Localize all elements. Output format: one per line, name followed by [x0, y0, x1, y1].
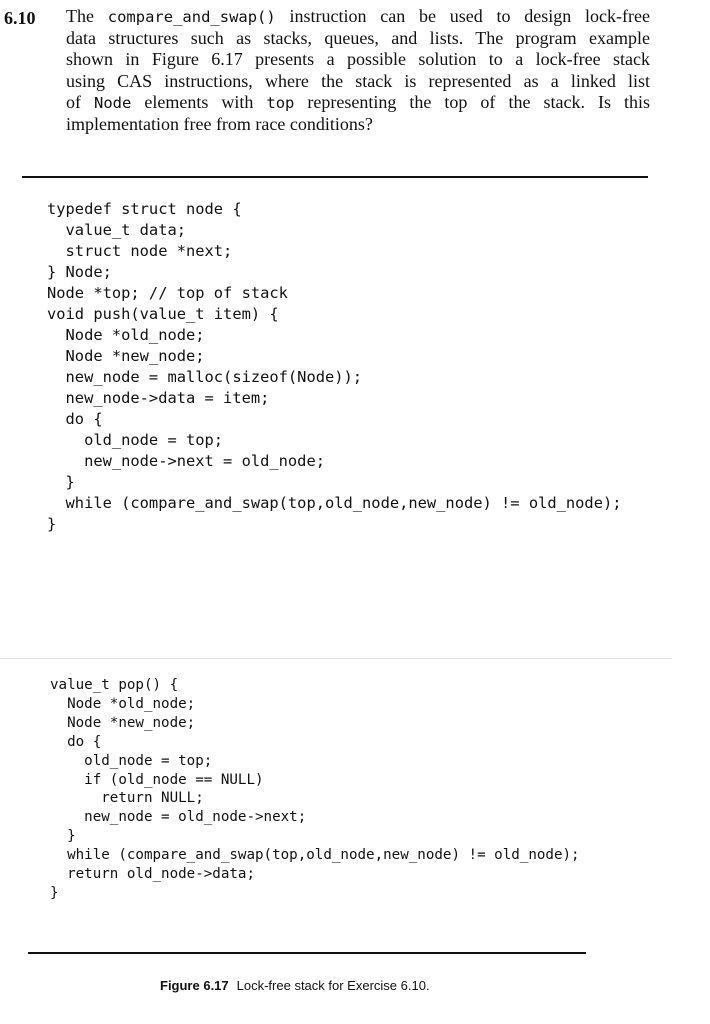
- code-line: return old_node->data;: [50, 866, 255, 883]
- prompt-line: shown in Figure 6.17 presents a possible solution to a lock-free stack: [66, 49, 650, 70]
- code-line: struct node *next;: [47, 242, 233, 260]
- code-line: do {: [50, 733, 102, 750]
- code-line: Node *top; // top of stack: [47, 284, 288, 302]
- prompt-text: instruction can be used to design lock-free: [275, 6, 650, 26]
- code-line: new_node = old_node->next;: [50, 809, 307, 826]
- code-line: void push(value_t item) {: [47, 305, 279, 323]
- code-line: }: [47, 473, 75, 491]
- code-line: return NULL;: [50, 790, 204, 807]
- code-line: while (compare_and_swap(top,old_node,new_node) != old_node);: [47, 494, 622, 512]
- code-line: typedef struct node {: [47, 200, 242, 218]
- code-line: while (compare_and_swap(top,old_node,new_node) != old_node);: [50, 847, 580, 864]
- prompt-text: elements with: [131, 91, 267, 112]
- prompt-line: implementation free from race conditions?: [66, 114, 373, 135]
- code-line: }: [50, 828, 76, 845]
- inline-code: Node: [94, 93, 132, 112]
- inline-code: top: [266, 93, 295, 112]
- prompt-line: [66, 92, 650, 114]
- prompt-text: representing the top of the stack. Is this: [294, 91, 650, 112]
- section-divider: [0, 658, 672, 659]
- prompt-text: The: [66, 6, 108, 26]
- figure-label: Figure 6.17: [160, 978, 229, 993]
- prompt-text: of: [66, 91, 95, 112]
- code-line: value_t pop() {: [50, 677, 179, 693]
- exercise-prompt: [66, 6, 650, 135]
- code-listing-pop: [50, 676, 580, 903]
- code-line: }: [50, 884, 59, 901]
- code-line: new_node = malloc(sizeof(Node));: [47, 368, 363, 386]
- prompt-line: [66, 6, 650, 28]
- code-line: }: [47, 515, 57, 533]
- prompt-line: data structures such as stacks, queues, and lists. The program example: [66, 28, 650, 49]
- code-line: new_node->next = old_node;: [47, 452, 325, 470]
- code-line: old_node = top;: [50, 752, 213, 769]
- figure-top-rule: [22, 176, 648, 178]
- code-line: Node *new_node;: [47, 347, 205, 365]
- code-line: old_node = top;: [47, 431, 224, 449]
- code-listing-push: [47, 199, 622, 535]
- code-line: Node *old_node;: [47, 326, 205, 344]
- code-line: new_node->data = item;: [47, 389, 270, 407]
- caption-text: Lock-free stack for Exercise 6.10.: [236, 978, 430, 993]
- code-line: } Node;: [47, 263, 112, 281]
- code-line: Node *old_node;: [50, 695, 196, 712]
- code-line: value_t data;: [47, 221, 186, 239]
- code-line: Node *new_node;: [50, 714, 196, 731]
- code-line: if (old_node == NULL): [50, 771, 264, 788]
- exercise-number: 6.10: [4, 8, 36, 28]
- prompt-line: using CAS instructions, where the stack is represented as a linked list: [66, 70, 650, 91]
- inline-code: compare_and_swap(): [107, 8, 276, 26]
- code-line: do {: [47, 410, 103, 428]
- figure-caption: [160, 978, 430, 993]
- figure-bottom-rule: [28, 952, 586, 954]
